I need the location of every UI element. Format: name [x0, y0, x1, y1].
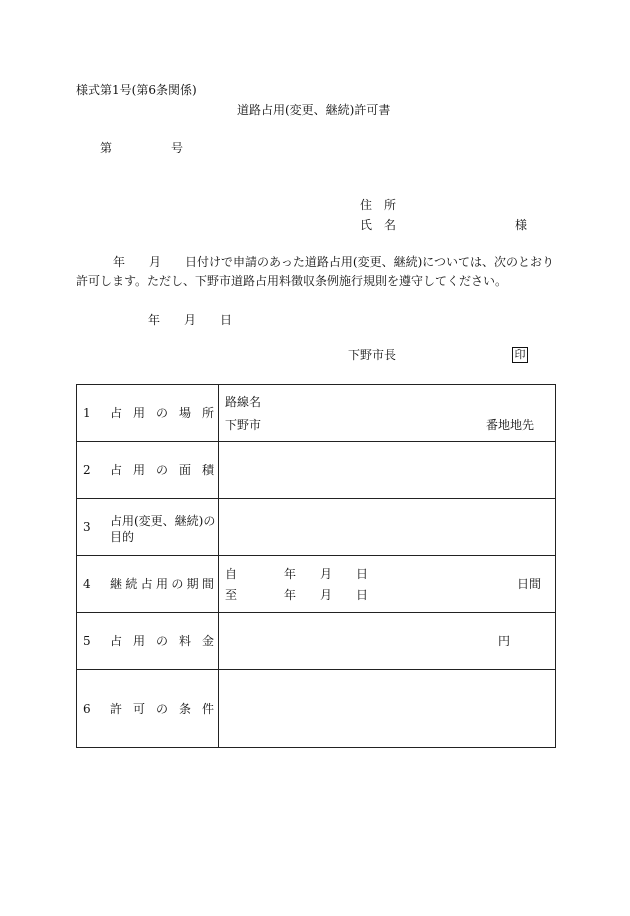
- document-title: 道路占用(変更、継続)許可書: [237, 103, 391, 117]
- form-id: 様式第1号(第6条関係): [76, 83, 197, 97]
- permit-details-table: [76, 384, 556, 748]
- period-from-day: 日: [356, 567, 369, 581]
- row-number: 1: [83, 406, 91, 420]
- period-from-year: 年: [284, 567, 297, 581]
- row-label: 占 用 の 料 金: [110, 634, 214, 648]
- route-name-label: 路線名: [225, 395, 262, 409]
- table-row-area: [77, 442, 555, 499]
- issuer-name: 下野市長: [348, 348, 397, 362]
- honorific: 様: [515, 218, 528, 232]
- row-number: 4: [83, 577, 91, 591]
- date-month: 月: [184, 313, 197, 327]
- period-to-year: 年: [284, 588, 297, 602]
- period-to-month: 月: [320, 588, 333, 602]
- row-number: 3: [83, 520, 91, 534]
- table-row-fee: [77, 613, 555, 670]
- period-days: 日間: [517, 577, 542, 591]
- permit-number-suffix: 号: [171, 141, 184, 155]
- seal-stamp: 印: [512, 347, 528, 363]
- table-row-period: [77, 556, 555, 613]
- row-label-line-2: 目的: [110, 530, 135, 544]
- period-from-month: 月: [320, 567, 333, 581]
- row-label-line-1: 占用(変更、継続)の: [110, 514, 216, 528]
- date-year: 年: [148, 313, 161, 327]
- period-from-label: 自: [225, 567, 238, 581]
- row-label: 占 用 の 面 積: [110, 463, 214, 477]
- permit-number-prefix: 第: [100, 141, 113, 155]
- body-line-2: 許可します。ただし、下野市道路占用料徴収条例施行規則を遵守してください。: [76, 274, 508, 288]
- table-row-purpose: [77, 499, 555, 556]
- row-number: 6: [83, 702, 91, 716]
- row-label: 許 可 の 条 件: [110, 702, 214, 716]
- table-row-conditions: [77, 670, 555, 748]
- row-label: 占 用 の 場 所: [110, 406, 214, 420]
- period-to-day: 日: [356, 588, 369, 602]
- row-label: 継 続 占 用 の 期 間: [110, 577, 214, 591]
- body-line-1: 年 月 日付けで申請のあった道路占用(変更、継続)については、次のとおり: [113, 255, 555, 269]
- yen-unit: 円: [498, 634, 511, 648]
- date-day: 日: [220, 313, 233, 327]
- period-to-label: 至: [225, 588, 238, 602]
- table-row-location: [77, 385, 555, 442]
- address-label: 住 所: [360, 198, 397, 212]
- name-label: 氏 名: [360, 218, 397, 232]
- city-name: 下野市: [225, 418, 262, 432]
- row-number: 5: [83, 634, 91, 648]
- row-number: 2: [83, 463, 91, 477]
- address-suffix: 番地地先: [486, 418, 535, 432]
